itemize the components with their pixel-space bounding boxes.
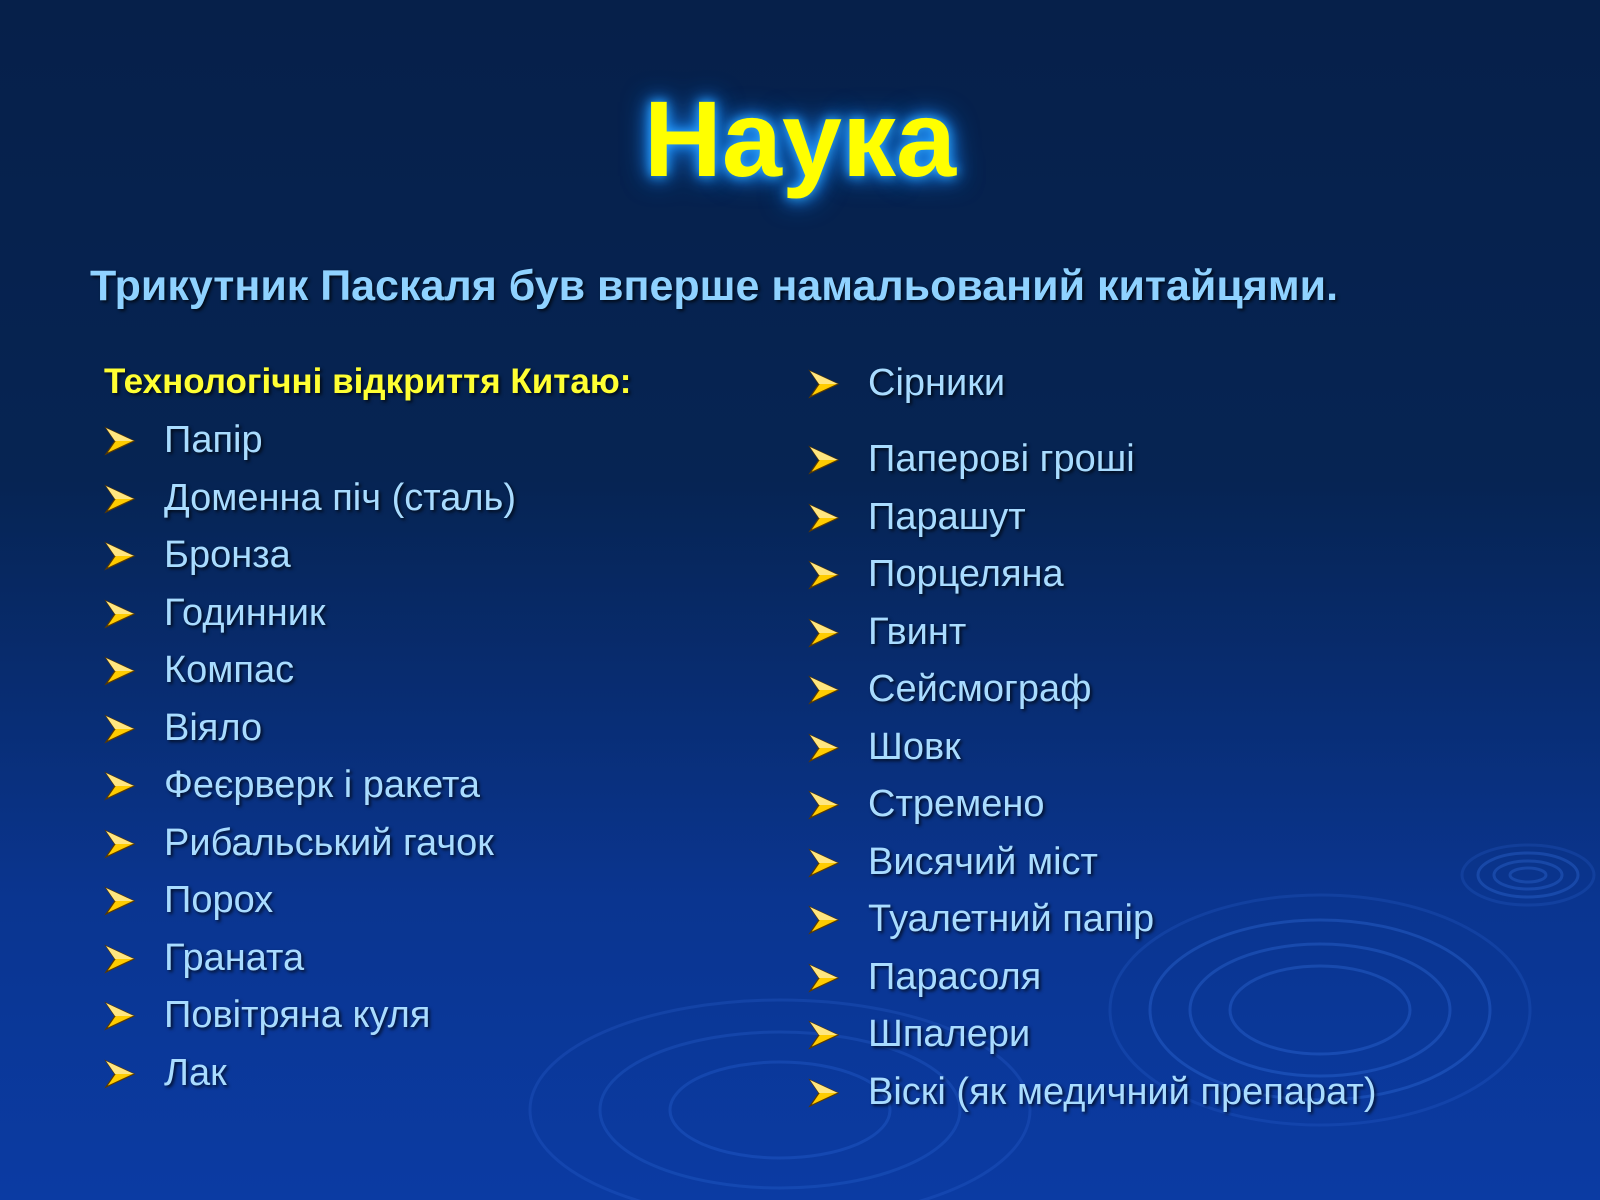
- list-item-label: Стремено: [868, 783, 1045, 825]
- arrowhead-bullet-icon: [104, 598, 136, 630]
- slide-subtitle: Трикутник Паскаля був вперше намальований китайцями.: [90, 262, 1339, 310]
- arrowhead-bullet-icon: [104, 425, 136, 457]
- list-item-label: Доменна піч (сталь): [164, 477, 516, 519]
- arrowhead-bullet-icon: [808, 617, 840, 649]
- arrowhead-bullet-icon: [808, 904, 840, 936]
- slide-title: Наука: [643, 78, 957, 199]
- arrowhead-bullet-icon: [104, 1000, 136, 1032]
- list-item-label: Компас: [164, 649, 295, 691]
- arrowhead-bullet-icon: [104, 1058, 136, 1090]
- list-item-label: Висячий міст: [868, 841, 1098, 883]
- list-item-label: Граната: [164, 937, 305, 979]
- arrowhead-bullet-icon: [808, 962, 840, 994]
- list-item-label: Годинник: [164, 592, 326, 634]
- list-heading: Технологічні відкриття Китаю:: [104, 362, 632, 401]
- list-item-label: Порцеляна: [868, 553, 1064, 595]
- arrowhead-bullet-icon: [104, 483, 136, 515]
- list-item-label: Феєрверк і ракета: [164, 764, 481, 806]
- arrowhead-bullet-icon: [808, 732, 840, 764]
- list-item-label: Віскі (як медичний препарат): [868, 1071, 1377, 1113]
- list-item-label: Лак: [164, 1052, 227, 1094]
- list-item-label: Сірники: [868, 362, 1006, 404]
- arrowhead-bullet-icon: [104, 885, 136, 917]
- arrowhead-bullet-icon: [808, 1077, 840, 1109]
- list-item-label: Бронза: [164, 534, 291, 576]
- list-item-label: Повітряна куля: [164, 994, 431, 1036]
- list-item-label: Парашут: [868, 496, 1026, 538]
- list-item-label: Рибальський гачок: [164, 822, 494, 864]
- arrowhead-bullet-icon: [104, 828, 136, 860]
- arrowhead-bullet-icon: [808, 674, 840, 706]
- arrowhead-bullet-icon: [104, 943, 136, 975]
- arrowhead-bullet-icon: [104, 540, 136, 572]
- list-item-label: Шовк: [868, 726, 961, 768]
- arrowhead-bullet-icon: [808, 559, 840, 591]
- arrowhead-bullet-icon: [808, 444, 840, 476]
- arrowhead-bullet-icon: [808, 847, 840, 879]
- arrowhead-bullet-icon: [104, 770, 136, 802]
- list-item-label: Папір: [164, 419, 263, 461]
- arrowhead-bullet-icon: [808, 368, 840, 400]
- list-item-label: Порох: [164, 879, 274, 921]
- list-item-label: Парасоля: [868, 956, 1042, 998]
- arrowhead-bullet-icon: [808, 789, 840, 821]
- list-item-label: Туалетний папір: [868, 898, 1155, 940]
- arrowhead-bullet-icon: [104, 713, 136, 745]
- list-item-label: Гвинт: [868, 611, 967, 653]
- list-item-label: Сейсмограф: [868, 668, 1092, 710]
- list-item-label: Шпалери: [868, 1013, 1031, 1055]
- list-item-label: Віяло: [164, 707, 263, 749]
- arrowhead-bullet-icon: [808, 1019, 840, 1051]
- arrowhead-bullet-icon: [808, 502, 840, 534]
- list-item-label: Паперові гроші: [868, 438, 1135, 480]
- arrowhead-bullet-icon: [104, 655, 136, 687]
